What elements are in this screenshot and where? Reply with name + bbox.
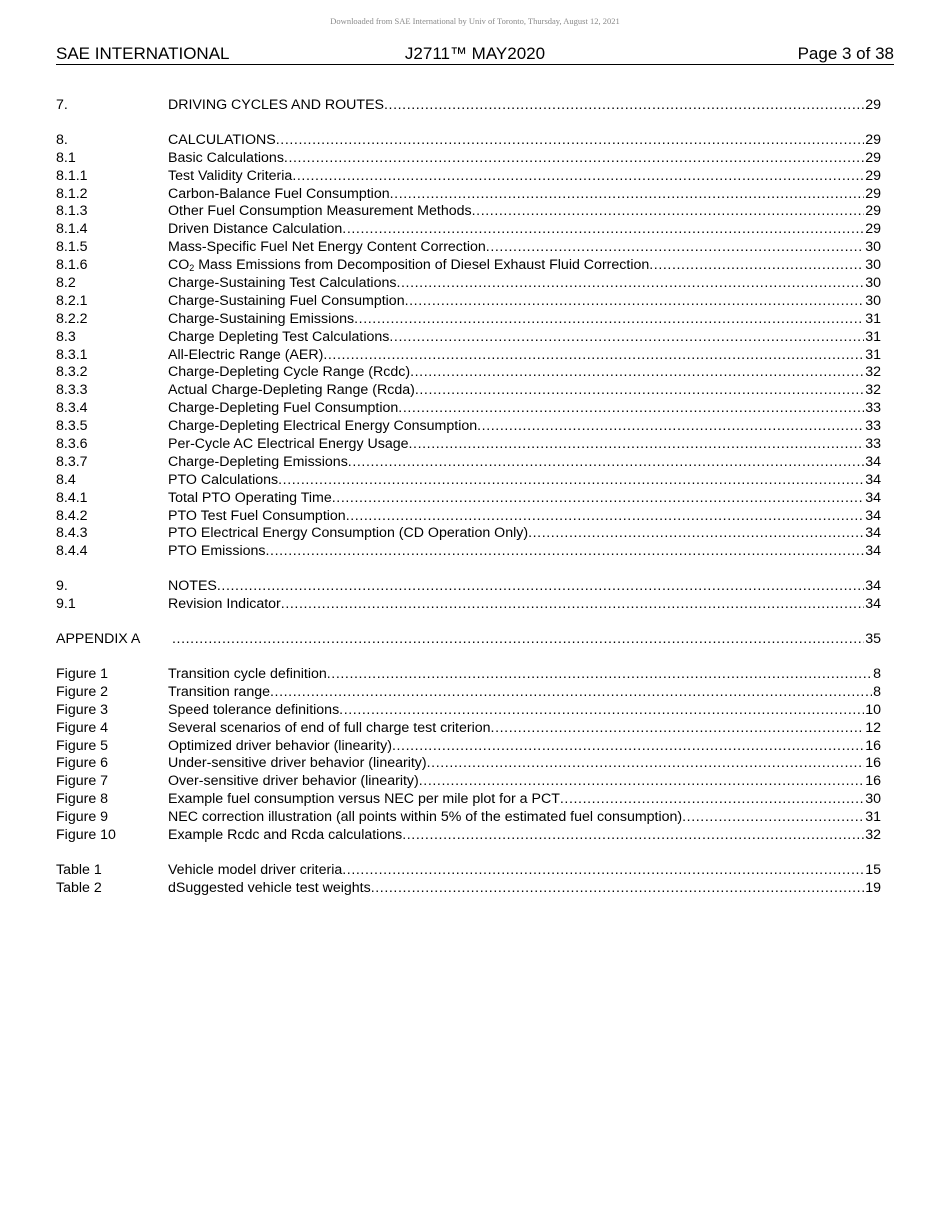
toc-entry[interactable]: [56, 773, 881, 791]
dot-leader: [346, 508, 865, 526]
toc-entry-page: 33: [865, 436, 881, 453]
toc-entry[interactable]: [56, 418, 881, 436]
toc-entry-title: dSuggested vehicle test weights: [168, 879, 371, 896]
toc-entry[interactable]: [56, 543, 881, 561]
header-page-number: Page 3 of 38: [797, 44, 894, 63]
dot-leader: [332, 490, 864, 508]
toc-entry-number: 9.1: [56, 596, 76, 613]
dot-leader: [276, 132, 864, 150]
toc-entry-title: Charge-Depleting Electrical Energy Consumption: [168, 418, 478, 435]
toc-entry-page: 34: [865, 596, 881, 613]
toc-entry-page: 31: [865, 310, 881, 327]
dot-leader: [560, 791, 864, 809]
toc-entry-title: Example fuel consumption versus NEC per mile plot for a PCT: [168, 791, 560, 808]
toc-entry-page: 32: [865, 826, 881, 843]
toc-entry[interactable]: [56, 400, 881, 418]
toc-entry-title: Speed tolerance definitions: [168, 701, 340, 718]
toc-entry[interactable]: [56, 97, 881, 115]
toc-entry-page: 29: [865, 185, 881, 202]
toc-entry-page: 33: [865, 418, 881, 435]
toc-entry-page: 34: [865, 453, 881, 470]
toc-entry-number: 8.3.2: [56, 364, 88, 381]
toc-entry-page: 31: [865, 328, 881, 345]
toc-entry[interactable]: [56, 490, 881, 508]
toc-entry[interactable]: [56, 684, 881, 702]
toc-entry[interactable]: [56, 631, 881, 649]
toc-entry-page: 29: [865, 149, 881, 166]
toc-entry-page: 34: [865, 489, 881, 506]
toc-entry-page: 34: [865, 471, 881, 488]
dot-leader: [284, 150, 864, 168]
toc-entry-number: 8.3.6: [56, 436, 88, 453]
toc-section-7: [56, 97, 881, 115]
toc-entry-number: Figure 9: [56, 809, 109, 826]
toc-entry[interactable]: [56, 827, 881, 845]
toc-entry-title: Per-Cycle AC Electrical Energy Usage: [168, 436, 409, 453]
toc-entry-title: Transition cycle definition: [168, 665, 327, 682]
toc-entry-page: 30: [865, 257, 881, 274]
dot-leader: [415, 382, 864, 400]
dot-leader: [392, 738, 864, 756]
dot-leader: [354, 311, 864, 329]
dot-leader: [266, 543, 865, 561]
toc-entry-page: 12: [865, 719, 881, 736]
header-document-id: J2711™ MAY2020: [404, 44, 546, 63]
download-watermark: Downloaded from SAE International by Univ of Toronto, Thursday, August 12, 2021: [330, 16, 620, 26]
toc-entry-number: 8.2: [56, 275, 76, 292]
dot-leader: [323, 347, 864, 365]
dot-leader: [396, 275, 864, 293]
toc-entry-page: 34: [865, 507, 881, 524]
toc-entry-number: 8.2.1: [56, 292, 88, 309]
toc-entry-title: Total PTO Operating Time: [168, 489, 332, 506]
toc-entry-page: 31: [865, 346, 881, 363]
dot-leader: [419, 773, 864, 791]
toc-entry-page: 30: [865, 239, 881, 256]
toc-entry-title: CALCULATIONS: [168, 131, 276, 148]
toc-entry-title: [168, 257, 649, 275]
toc-entry-number: Table 2: [56, 879, 102, 896]
toc-entry-page: 29: [865, 203, 881, 220]
dot-leader: [342, 862, 864, 880]
toc-entry-number: 8.3.1: [56, 346, 88, 363]
toc-entry-number: 8.1.1: [56, 167, 88, 184]
toc-entry-page: 29: [865, 131, 881, 148]
toc-entry-number: 8.1.5: [56, 239, 88, 256]
dot-leader: [682, 809, 864, 827]
toc-entry-title: Carbon-Balance Fuel Consumption: [168, 185, 390, 202]
toc-entry-number: 8.4.3: [56, 525, 88, 542]
toc-entry-number: 8.4.4: [56, 543, 88, 560]
toc-entry-page: 30: [865, 791, 881, 808]
toc-section-9: [56, 578, 881, 614]
toc-entry-number: 8.1.2: [56, 185, 88, 202]
dot-leader: [270, 684, 872, 702]
toc-entry-number: 8.3.4: [56, 400, 88, 417]
toc-entry[interactable]: [56, 186, 881, 204]
toc-entry-page: 8: [873, 665, 881, 682]
toc-entry-page: 8: [873, 683, 881, 700]
dot-leader: [384, 97, 864, 115]
dot-leader: [348, 454, 864, 472]
toc-entry-title: Vehicle model driver criteria: [168, 861, 343, 878]
toc-entry-title: Over-sensitive driver behavior (linearity): [168, 773, 419, 790]
list-of-figures: [56, 666, 881, 845]
dot-leader: [327, 666, 872, 684]
dot-leader: [217, 578, 864, 596]
toc-entry-page: 29: [865, 167, 881, 184]
toc-entry[interactable]: [56, 382, 881, 400]
toc-entry-page: 10: [865, 701, 881, 718]
toc-entry-number: Figure 7: [56, 773, 109, 790]
toc-entry-title: Charge-Sustaining Test Calculations: [168, 275, 397, 292]
toc-entry-number: 8.3: [56, 328, 76, 345]
toc-entry-number: Figure 8: [56, 791, 109, 808]
toc-entry[interactable]: [56, 880, 881, 898]
toc-entry-number: Figure 3: [56, 701, 109, 718]
toc-entry[interactable]: [56, 525, 881, 543]
dot-leader: [292, 168, 864, 186]
toc-entry-title: Charge-Depleting Emissions: [168, 453, 348, 470]
toc-appendix: [56, 631, 881, 649]
toc-entry-page: 16: [865, 755, 881, 772]
toc-entry-number: Figure 4: [56, 719, 109, 736]
dot-leader: [472, 203, 865, 221]
toc-entry[interactable]: [56, 257, 881, 275]
toc-entry-page: 29: [865, 221, 881, 238]
toc-entry-title: NOTES: [168, 578, 217, 595]
toc-entry[interactable]: [56, 275, 881, 293]
dot-leader: [172, 631, 864, 649]
toc-entry-title: Actual Charge-Depleting Range (Rcda): [168, 382, 415, 399]
toc-entry-title: Other Fuel Consumption Measurement Methods: [168, 203, 472, 220]
toc-entry-page: 30: [865, 292, 881, 309]
dot-leader: [342, 221, 864, 239]
dot-leader: [389, 329, 864, 347]
toc-entry-page: 16: [865, 737, 881, 754]
toc-entry-page: 34: [865, 525, 881, 542]
toc-entry-title: Charge-Depleting Fuel Consumption: [168, 400, 399, 417]
toc-entry-page: 35: [865, 631, 881, 648]
toc-entry-number: 8.4: [56, 471, 76, 488]
toc-entry-page: 30: [865, 275, 881, 292]
toc-entry-number: 8.4.1: [56, 489, 88, 506]
toc-entry-number: 8.1.6: [56, 257, 88, 274]
list-of-tables: [56, 862, 881, 898]
toc-entry[interactable]: [56, 132, 881, 150]
toc-entry-number: Table 1: [56, 861, 102, 878]
toc-entry-title: Basic Calculations: [168, 149, 284, 166]
table-of-contents: [56, 97, 881, 915]
toc-entry-title: Charge-Depleting Cycle Range (Rcdc): [168, 364, 411, 381]
toc-entry-number: Figure 1: [56, 665, 109, 682]
toc-entry[interactable]: [56, 666, 881, 684]
toc-entry[interactable]: [56, 364, 881, 382]
dot-leader: [281, 596, 864, 614]
toc-entry[interactable]: [56, 168, 881, 186]
toc-entry[interactable]: [56, 472, 881, 490]
toc-entry[interactable]: [56, 347, 881, 365]
toc-entry[interactable]: [56, 702, 881, 720]
toc-entry-page: 34: [865, 543, 881, 560]
toc-entry-number: 8.3.7: [56, 453, 88, 470]
toc-entry-number: 8.2.2: [56, 310, 88, 327]
dot-leader: [390, 186, 865, 204]
title-part: Mass Emissions from Decomposition of Diesel Exhaust Fluid Correction: [194, 257, 650, 274]
toc-entry-page: 31: [865, 809, 881, 826]
toc-entry[interactable]: [56, 508, 881, 526]
toc-entry[interactable]: [56, 239, 881, 257]
toc-section-8: [56, 132, 881, 561]
toc-entry[interactable]: [56, 862, 881, 880]
toc-entry[interactable]: [56, 221, 881, 239]
toc-entry-title: Test Validity Criteria: [168, 167, 293, 184]
toc-entry[interactable]: [56, 720, 881, 738]
toc-entry-number: 9.: [56, 578, 68, 595]
toc-entry-title: Several scenarios of end of full charge test criterion: [168, 719, 491, 736]
toc-entry[interactable]: [56, 809, 881, 827]
toc-entry-number: Figure 10: [56, 826, 116, 843]
toc-entry-title: Revision Indicator: [168, 596, 281, 613]
toc-entry-page: 16: [865, 773, 881, 790]
dot-leader: [402, 827, 864, 845]
toc-entry-title: PTO Calculations: [168, 471, 279, 488]
toc-entry-number: 8.1.4: [56, 221, 88, 238]
toc-entry-page: 19: [865, 879, 881, 896]
dot-leader: [410, 364, 864, 382]
toc-entry-number: Figure 6: [56, 755, 109, 772]
toc-entry-title: Charge-Sustaining Emissions: [168, 310, 355, 327]
dot-leader: [371, 880, 865, 898]
toc-entry-title: Mass-Specific Fuel Net Energy Content Correction: [168, 239, 486, 256]
toc-entry-number: 8.: [56, 131, 68, 148]
toc-entry-title: Charge-Sustaining Fuel Consumption: [168, 292, 405, 309]
dot-leader: [339, 702, 864, 720]
dot-leader: [409, 436, 865, 454]
toc-entry[interactable]: [56, 311, 881, 329]
toc-entry-title: PTO Emissions: [168, 543, 266, 560]
toc-entry-page: 15: [865, 861, 881, 878]
dot-leader: [405, 293, 865, 311]
toc-entry-number: 8.3.3: [56, 382, 88, 399]
toc-entry-title: PTO Test Fuel Consumption: [168, 507, 346, 524]
toc-entry-number: 7.: [56, 97, 68, 113]
subscript-2: 2: [189, 263, 195, 274]
toc-entry[interactable]: [56, 203, 881, 221]
toc-entry[interactable]: [56, 293, 881, 311]
toc-entry-number: Figure 5: [56, 737, 109, 754]
dot-leader: [528, 525, 864, 543]
dot-leader: [649, 257, 864, 275]
toc-entry[interactable]: [56, 755, 881, 773]
toc-entry-title: NEC correction illustration (all points within 5% of the estimated fuel consumption): [168, 809, 683, 826]
title-part: CO: [168, 257, 190, 274]
toc-entry-page: 34: [865, 578, 881, 595]
toc-entry-number: 8.1.3: [56, 203, 88, 220]
toc-entry[interactable]: [56, 578, 881, 596]
toc-entry[interactable]: [56, 738, 881, 756]
toc-entry-title: PTO Electrical Energy Consumption (CD Operation Only): [168, 525, 529, 542]
dot-leader: [477, 418, 864, 436]
dot-leader: [278, 472, 864, 490]
toc-entry-title: Transition range: [168, 683, 270, 700]
toc-entry-title: Example Rcdc and Rcda calculations: [168, 826, 403, 843]
toc-entry-title: Charge Depleting Test Calculations: [168, 328, 390, 345]
toc-entry[interactable]: [56, 436, 881, 454]
toc-entry-page: 32: [865, 364, 881, 381]
toc-entry[interactable]: [56, 150, 881, 168]
toc-entry-title: Driven Distance Calculation: [168, 221, 343, 238]
dot-leader: [427, 755, 865, 773]
dot-leader: [491, 720, 865, 738]
toc-entry-title: All-Electric Range (AER): [168, 346, 324, 363]
toc-entry-number: 8.1: [56, 149, 76, 166]
dot-leader: [398, 400, 864, 418]
toc-entry-title: Under-sensitive driver behavior (linearity): [168, 755, 427, 772]
header-organization: SAE INTERNATIONAL: [56, 44, 230, 63]
dot-leader: [486, 239, 864, 257]
toc-entry[interactable]: [56, 454, 881, 472]
page-header: [56, 44, 894, 65]
toc-entry-page: 32: [865, 382, 881, 399]
toc-entry-number: 8.3.5: [56, 418, 88, 435]
toc-entry-title: DRIVING CYCLES AND ROUTES: [168, 97, 385, 113]
toc-entry[interactable]: [56, 596, 881, 614]
toc-entry-number: Figure 2: [56, 683, 109, 700]
toc-entry-page: 33: [865, 400, 881, 417]
toc-entry-page: 29: [865, 97, 881, 113]
toc-entry-number: APPENDIX A: [56, 631, 141, 648]
toc-entry-title: Optimized driver behavior (linearity): [168, 737, 392, 754]
toc-entry[interactable]: [56, 791, 881, 809]
toc-entry-number: 8.4.2: [56, 507, 88, 524]
toc-entry[interactable]: [56, 329, 881, 347]
